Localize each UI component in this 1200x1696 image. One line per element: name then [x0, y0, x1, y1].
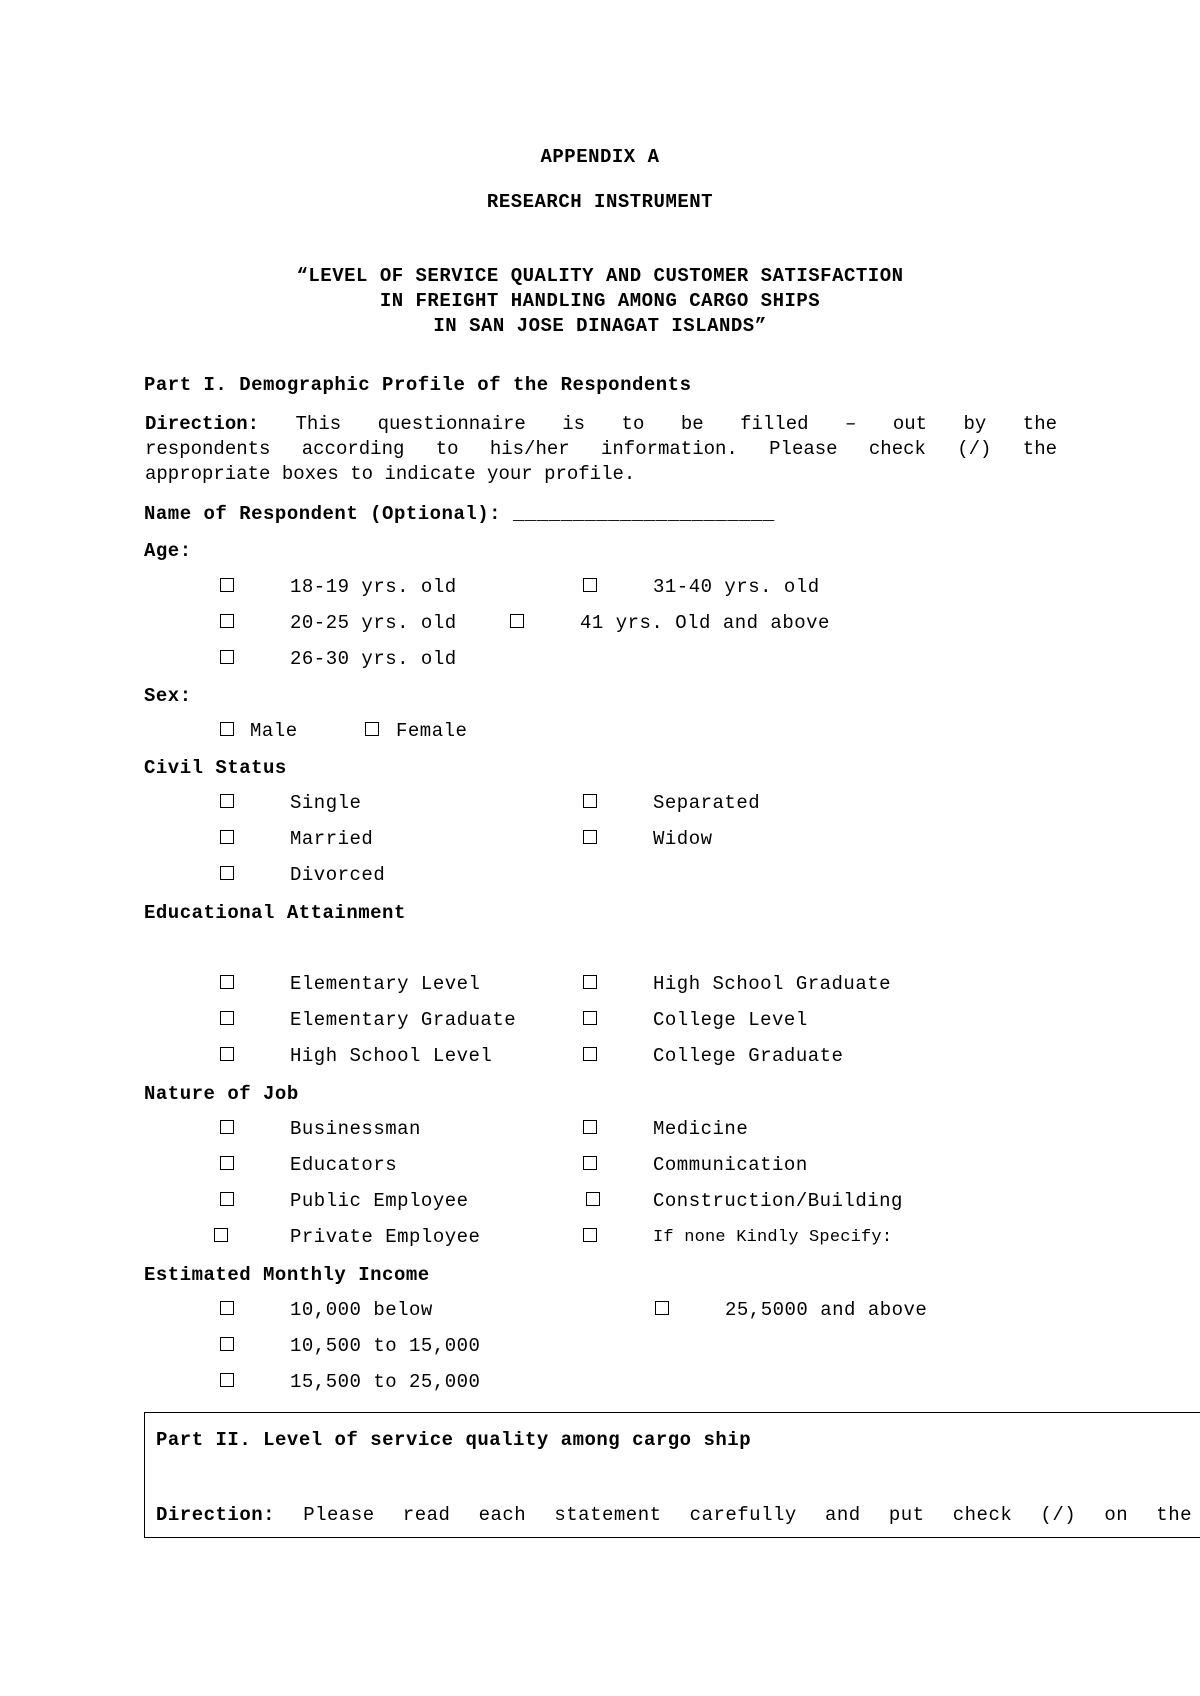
- age-20-25-label: 20-25 yrs. old: [290, 612, 457, 634]
- part2-direction-label: Direction:: [156, 1504, 276, 1526]
- job-businessman-label: Businessman: [290, 1118, 421, 1140]
- edu-elem-grad-checkbox[interactable]: [220, 1011, 234, 1025]
- job-medicine-checkbox[interactable]: [583, 1120, 597, 1134]
- job-private-employee-checkbox[interactable]: [214, 1228, 228, 1242]
- job-businessman-checkbox[interactable]: [220, 1120, 234, 1134]
- sex-male-checkbox[interactable]: [220, 722, 234, 736]
- civil-widow-checkbox[interactable]: [583, 830, 597, 844]
- age-18-19-checkbox[interactable]: [220, 578, 234, 592]
- job-public-employee-label: Public Employee: [290, 1190, 469, 1212]
- civil-married-label: Married: [290, 828, 374, 850]
- age-20-25-checkbox[interactable]: [220, 614, 234, 628]
- edu-hs-grad-checkbox[interactable]: [583, 975, 597, 989]
- instrument-title: RESEARCH INSTRUMENT: [486, 191, 714, 213]
- sex-male-label: Male: [250, 720, 298, 742]
- study-title-line-2: IN FREIGHT HANDLING AMONG CARGO SHIPS: [379, 290, 821, 312]
- income-below-10000-checkbox[interactable]: [220, 1301, 234, 1315]
- edu-hs-level-checkbox[interactable]: [220, 1047, 234, 1061]
- sex-female-label: Female: [396, 720, 468, 742]
- job-public-employee-checkbox[interactable]: [220, 1192, 234, 1206]
- sex-label: Sex:: [144, 685, 192, 707]
- direction-label: Direction:: [145, 413, 260, 435]
- name-row: [144, 503, 775, 525]
- part1-direction: [145, 412, 1057, 487]
- education-label: Educational Attainment: [144, 902, 406, 924]
- income-10500-15000-label: 10,500 to 15,000: [290, 1335, 481, 1357]
- age-31-40-label: 31-40 yrs. old: [653, 576, 820, 598]
- civil-single-checkbox[interactable]: [220, 794, 234, 808]
- study-title-line-1: “LEVEL OF SERVICE QUALITY AND CUSTOMER SATISFACTION: [296, 265, 904, 287]
- civil-separated-checkbox[interactable]: [583, 794, 597, 808]
- edu-hs-grad-label: High School Graduate: [653, 973, 892, 995]
- direction-line-1: This questionnaire is to be filled – out by the: [295, 413, 1058, 435]
- job-construction-label: Construction/Building: [653, 1190, 903, 1212]
- study-title-line-3: IN SAN JOSE DINAGAT ISLANDS”: [433, 315, 767, 337]
- age-label: Age:: [144, 540, 192, 562]
- job-medicine-label: Medicine: [653, 1118, 749, 1140]
- income-15500-25000-checkbox[interactable]: [220, 1373, 234, 1387]
- civil-divorced-checkbox[interactable]: [220, 866, 234, 880]
- part2-direction-text: Please read each statement carefully and put check (/) on the: [303, 1504, 1193, 1526]
- income-15500-25000-label: 15,500 to 25,000: [290, 1371, 481, 1393]
- job-private-employee-label: Private Employee: [290, 1226, 481, 1248]
- civil-divorced-label: Divorced: [290, 864, 386, 886]
- age-41-above-label: 41 yrs. Old and above: [580, 612, 830, 634]
- income-10500-15000-checkbox[interactable]: [220, 1337, 234, 1351]
- civil-single-label: Single: [290, 792, 362, 814]
- part2-box: [144, 1412, 1200, 1538]
- job-other-label: If none Kindly Specify:: [653, 1228, 893, 1247]
- income-25000-above-label: 25,5000 and above: [725, 1299, 928, 1321]
- edu-elem-grad-label: Elementary Graduate: [290, 1009, 517, 1031]
- civil-status-label: Civil Status: [144, 757, 287, 779]
- name-label: Name of Respondent (Optional):: [144, 503, 502, 525]
- civil-separated-label: Separated: [653, 792, 761, 814]
- edu-college-level-checkbox[interactable]: [583, 1011, 597, 1025]
- age-41-above-checkbox[interactable]: [510, 614, 524, 628]
- civil-widow-label: Widow: [653, 828, 713, 850]
- age-26-30-checkbox[interactable]: [220, 650, 234, 664]
- age-18-19-label: 18-19 yrs. old: [290, 576, 457, 598]
- job-educators-checkbox[interactable]: [220, 1156, 234, 1170]
- edu-elem-level-checkbox[interactable]: [220, 975, 234, 989]
- job-construction-checkbox[interactable]: [586, 1192, 600, 1206]
- job-educators-label: Educators: [290, 1154, 398, 1176]
- direction-line-3: appropriate boxes to indicate your profile.: [145, 463, 636, 485]
- income-below-10000-label: 10,000 below: [290, 1299, 433, 1321]
- part1-heading: Part I. Demographic Profile of the Respondents: [144, 374, 692, 396]
- part2-direction: [156, 1504, 1192, 1526]
- job-communication-checkbox[interactable]: [583, 1156, 597, 1170]
- income-25000-above-checkbox[interactable]: [655, 1301, 669, 1315]
- edu-elem-level-label: Elementary Level: [290, 973, 481, 995]
- age-26-30-label: 26-30 yrs. old: [290, 648, 457, 670]
- edu-hs-level-label: High School Level: [290, 1045, 493, 1067]
- age-31-40-checkbox[interactable]: [583, 578, 597, 592]
- edu-college-grad-label: College Graduate: [653, 1045, 844, 1067]
- civil-married-checkbox[interactable]: [220, 830, 234, 844]
- edu-college-level-label: College Level: [653, 1009, 808, 1031]
- sex-female-checkbox[interactable]: [365, 722, 379, 736]
- job-other-checkbox[interactable]: [583, 1228, 597, 1242]
- part2-heading: Part II. Level of service quality among cargo ship: [156, 1429, 752, 1451]
- edu-college-grad-checkbox[interactable]: [583, 1047, 597, 1061]
- direction-line-2: respondents according to his/her information. Please check (/) the: [145, 438, 1057, 460]
- job-communication-label: Communication: [653, 1154, 808, 1176]
- job-label: Nature of Job: [144, 1083, 299, 1105]
- appendix-title: APPENDIX A: [540, 146, 660, 168]
- name-blank[interactable]: ______________________: [512, 503, 775, 525]
- income-label: Estimated Monthly Income: [144, 1264, 430, 1286]
